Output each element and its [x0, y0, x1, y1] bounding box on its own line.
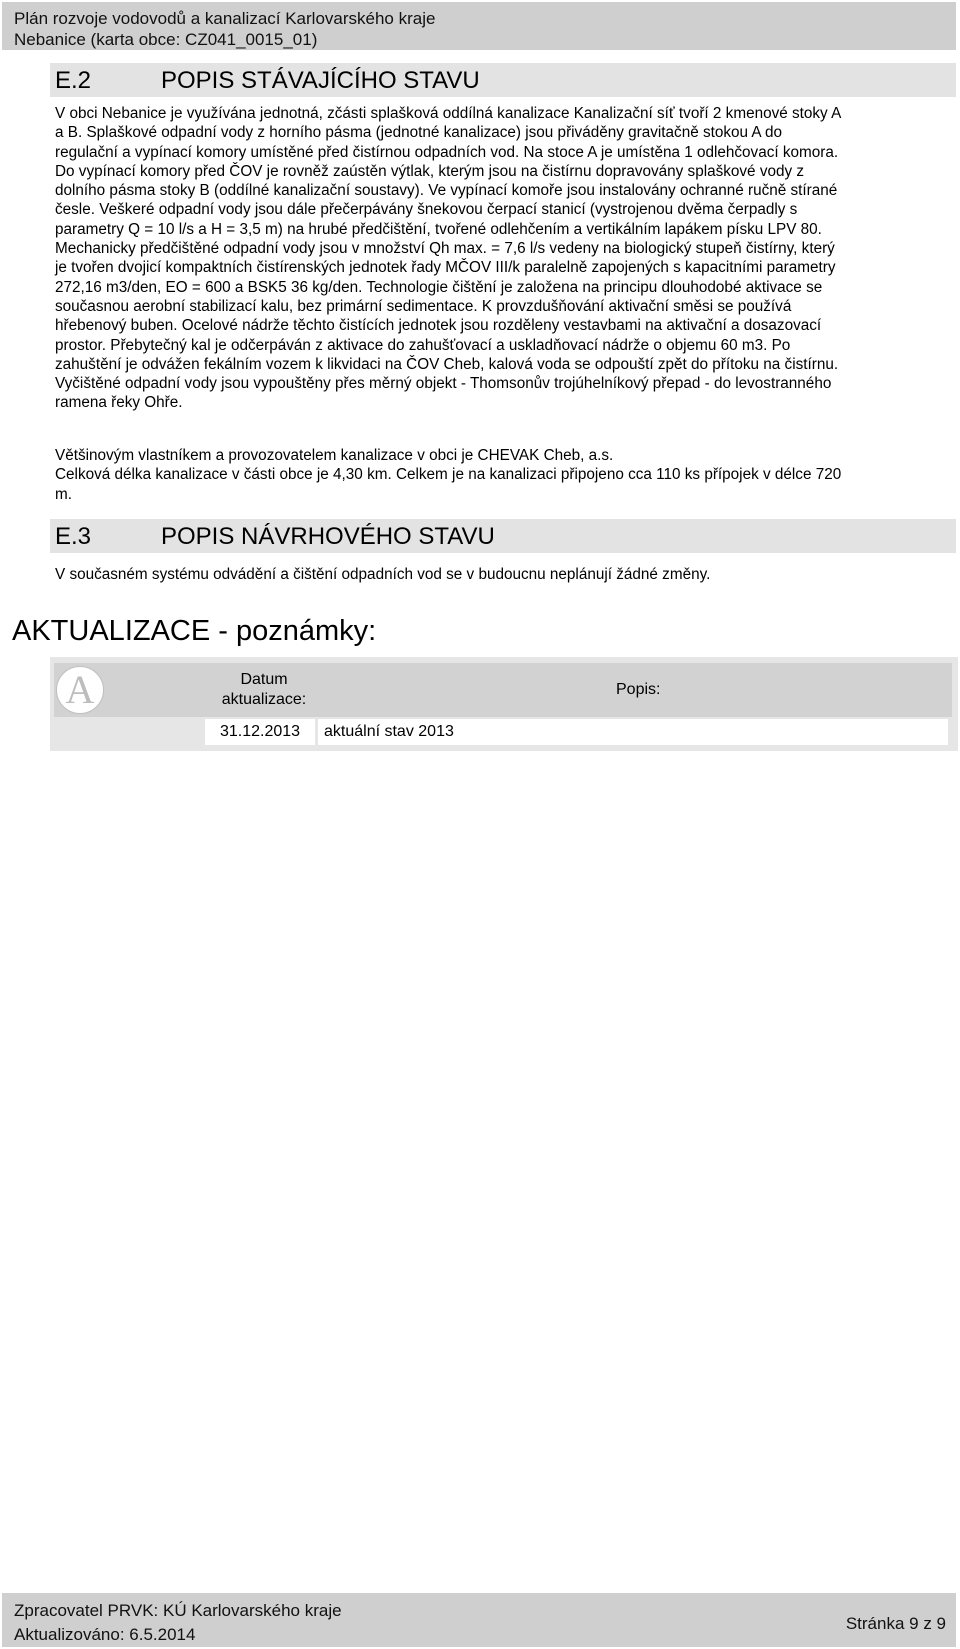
body-line: m. [55, 485, 72, 503]
section-e3-body [55, 565, 955, 584]
page-footer [2, 1593, 956, 1647]
body-line: V obci Nebanice je využívána jednotná, zčásti splašková oddílná kanalizace Kanalizační síť tvoří 2 kmenové stoky A [55, 105, 842, 122]
body-line: Do vypínací komory před ČOV je rovněž zaústěn výtlak, kterým jsou na čistírnu dopravovány splaškové vody z [55, 162, 805, 180]
date-header-line: Datum [240, 671, 288, 688]
body-line: prostor. Přebytečný kal je odčerpáván z aktivace do zahušťovací a uskladňovací nádrže o objemu 60 m3. Po [55, 336, 791, 354]
section-e3-heading [50, 519, 956, 553]
date-column-header [204, 670, 324, 710]
date-header-line: aktualizace: [221, 691, 307, 708]
body-line: je tvořen dvojicí kompaktních čistírenských jednotek řady MČOV III/k paralelně zapojených s kapacitními parametry [55, 259, 836, 277]
section-number: E.3 [55, 523, 92, 550]
update-date-cell: 31.12.2013 [205, 719, 315, 745]
body-line: současnou aerobní stabilizací kalu, bez primární sedimentace. K provzdušňování aktivační směsi se používá [55, 297, 792, 315]
section-title: POPIS NÁVRHOVÉHO STAVU [161, 523, 495, 550]
updates-table [50, 657, 958, 751]
ownership-paragraph [55, 446, 955, 504]
section-number: E.2 [55, 67, 92, 94]
section-title: POPIS STÁVAJÍCÍHO STAVU [161, 67, 480, 94]
body-line: 272,16 m3/den, EO = 600 a BSK5 36 kg/den. Technologie čištění je založena na principu dlouhodobé aktivace se [55, 278, 823, 296]
section-e2-body [55, 104, 955, 413]
description-column-header: Popis: [616, 681, 661, 698]
body-line: parametry Q = 10 l/s a H = 3,5 m) na hrubé předčištění, tvořené odlehčením a vertikálním lapákem písku LPV 80. [55, 220, 822, 238]
updated-date: Aktualizováno: 6.5.2014 [14, 1625, 196, 1644]
updates-heading: AKTUALIZACE - poznámky: [12, 615, 377, 647]
body-line: hřebenový buben. Ocelové nádrže těchto čistících jednotek jsou rozděleny vestavbami na aktivační a dosazovací [55, 317, 822, 335]
update-logo-icon [56, 666, 104, 714]
updates-table-header [54, 663, 952, 717]
body-line: zahuštění je odvážen fekálním vozem k likvidaci na ČOV Cheb, kalová voda se odpouští zpět do přítoku na čistírnu. [55, 355, 839, 373]
update-description-cell: aktuální stav 2013 [318, 719, 948, 745]
municipality-card: Nebanice (karta obce: CZ041_0015_01) [14, 30, 318, 49]
body-line: Mechanicky předčištěné odpadní vody jsou v množství Qh max. = 7,6 l/s vedeny na biologický stupeň čistírny, který [55, 240, 835, 258]
body-line: ramena řeky Ohře. [55, 394, 183, 412]
processor-info: Zpracovatel PRVK: KÚ Karlovarského kraje [14, 1601, 342, 1620]
section-e2-heading [50, 63, 956, 97]
body-line: Celková délka kanalizace v části obce je 4,30 km. Celkem je na kanalizaci připojeno cca 110 ks přípojek v délce 720 [55, 466, 842, 484]
body-line: česle. Veškeré odpadní vody jsou dále přečerpávány šnekovou čerpací stanicí (vystrojenou dvěma čerpadly s [55, 201, 798, 219]
body-line: V současném systému odvádění a čištění odpadních vod se v budoucnu neplánují žádné změny. [55, 566, 711, 583]
page-number: Stránka 9 z 9 [845, 1614, 946, 1633]
body-line: Většinovým vlastníkem a provozovatelem kanalizace v obci je CHEVAK Cheb, a.s. [55, 447, 614, 464]
logo-letter: A [65, 667, 95, 712]
page-header [2, 2, 956, 50]
body-line: dolního pásma stoky B (oddílné kanalizační soustavy). Ve vypínací komoře jsou instalovány ochranné ručně stírané [55, 182, 838, 200]
body-line: regulační a vypínací komory umístěné před čistírnou odpadních vod. Na stoce A je umístěna 1 odlehčovací komora. [55, 143, 839, 161]
body-line: a B. Splaškové odpadní vody z horního pásma (jednotné kanalizace) jsou přiváděny gravitačně stokou A do [55, 124, 783, 142]
body-line: Vyčištěné odpadní vody jsou vypouštěny přes měrný objekt - Thomsonův trojúhelníkový přepad - do levostranného [55, 375, 832, 393]
document-title: Plán rozvoje vodovodů a kanalizací Karlovarského kraje [14, 9, 436, 28]
